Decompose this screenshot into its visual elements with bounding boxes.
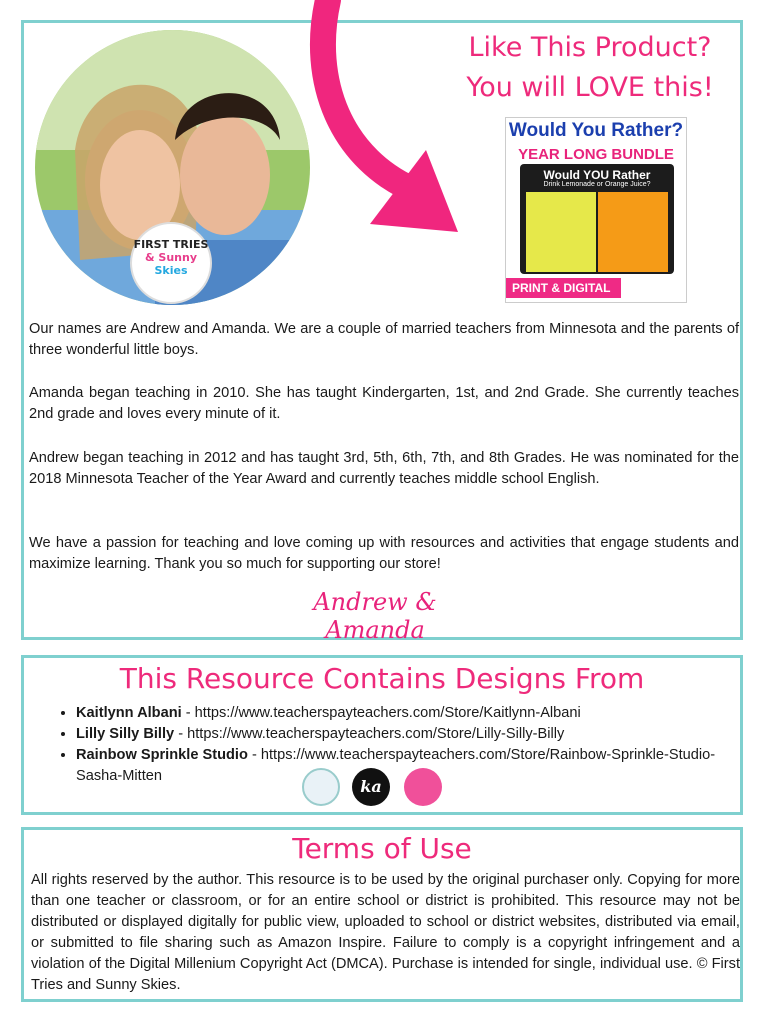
credit-name: Kaitlynn Albani — [76, 705, 182, 721]
bio-paragraph-3: Andrew began teaching in 2012 and has taught 3rd, 5th, 6th, 7th, and 8th Grades. He was nominated for the 2018 Minnesota Teacher of the Year Award and currently teaches middle school English. — [29, 450, 739, 487]
logo-text-1: FIRST TRIES — [133, 238, 209, 251]
bio-paragraph-1: Our names are Andrew and Amanda. We are a couple of married teachers from Minnesota and the parents of three wonderful little boys. — [29, 321, 739, 358]
promo-heading — [440, 28, 740, 108]
credits-list — [56, 703, 736, 787]
print-digital-badge: PRINT & DIGITAL — [506, 278, 621, 298]
product-title: Would You Rather? — [508, 120, 684, 141]
credit-name: Lilly Silly Billy — [76, 726, 175, 742]
credit-name: Rainbow Sprinkle Studio — [76, 747, 248, 763]
designs-title: This Resource Contains Designs From — [119, 662, 645, 695]
kaitlynn-albani-logo: ka — [352, 768, 390, 806]
list-item — [76, 724, 736, 745]
orange-juice-image — [598, 192, 668, 272]
bio-paragraph-4: We have a passion for teaching and love coming up with resources and activities that engage students and maximize learning. Thank you so much for supporting our store! — [29, 535, 739, 572]
credit-link[interactable]: - https://www.teacherspayteachers.com/Store/Kaitlynn-Albani — [181, 705, 581, 721]
promo-line-1: Like This Product? — [468, 32, 712, 63]
rainbow-sprinkle-logo — [302, 768, 340, 806]
designs-section — [21, 655, 743, 815]
terms-title: Terms of Use — [292, 832, 472, 865]
terms-section — [21, 827, 743, 1002]
promo-line-2: You will LOVE this! — [466, 72, 714, 103]
credit-link[interactable]: - https://www.teacherspayteachers.com/Store/Lilly-Silly-Billy — [174, 726, 565, 742]
lilly-silly-billy-logo — [404, 768, 442, 806]
product-subtitle: YEAR LONG BUNDLE — [518, 146, 674, 163]
logo-text-2: & Sunny — [144, 251, 197, 264]
screen-title: Would YOU Rather — [543, 168, 651, 182]
product-thumbnail[interactable] — [505, 117, 687, 303]
lemonade-image — [526, 192, 596, 272]
terms-text: All rights reserved by the author. This resource is to be used by the original purchaser only. Copying for more than one teacher or classroom, or for an entire school or district is prohibited. This resource may not be distributed or displayed digitally for public view, uploaded to school or district websites, distributed via email, or submitted to file sharing such as Amazon Inspire. Failure to comply is a copyright infringement and a violation of the Digital Millenium Copyright Act (DMCA). Purchase is intended for single, individual use. © First Tries and Sunny Skies. — [31, 872, 740, 993]
logo-text-3: Skies — [154, 264, 188, 277]
bio-paragraph-2: Amanda began teaching in 2010. She has taught Kindergarten, 1st, and 2nd Grade. She currently teaches 2nd grade and loves every minute of it. — [29, 385, 739, 422]
brand-logo — [130, 222, 212, 304]
credit-link[interactable]: - https://www.teacherspayteachers.com/Store/Rainbow-Sprinkle-Studio-Sasha-Mitten — [76, 747, 716, 784]
signature: Andrew & Amanda — [313, 588, 437, 644]
screen-subtitle: Drink Lemonade or Orange Juice? — [543, 181, 651, 188]
list-item — [76, 703, 736, 724]
